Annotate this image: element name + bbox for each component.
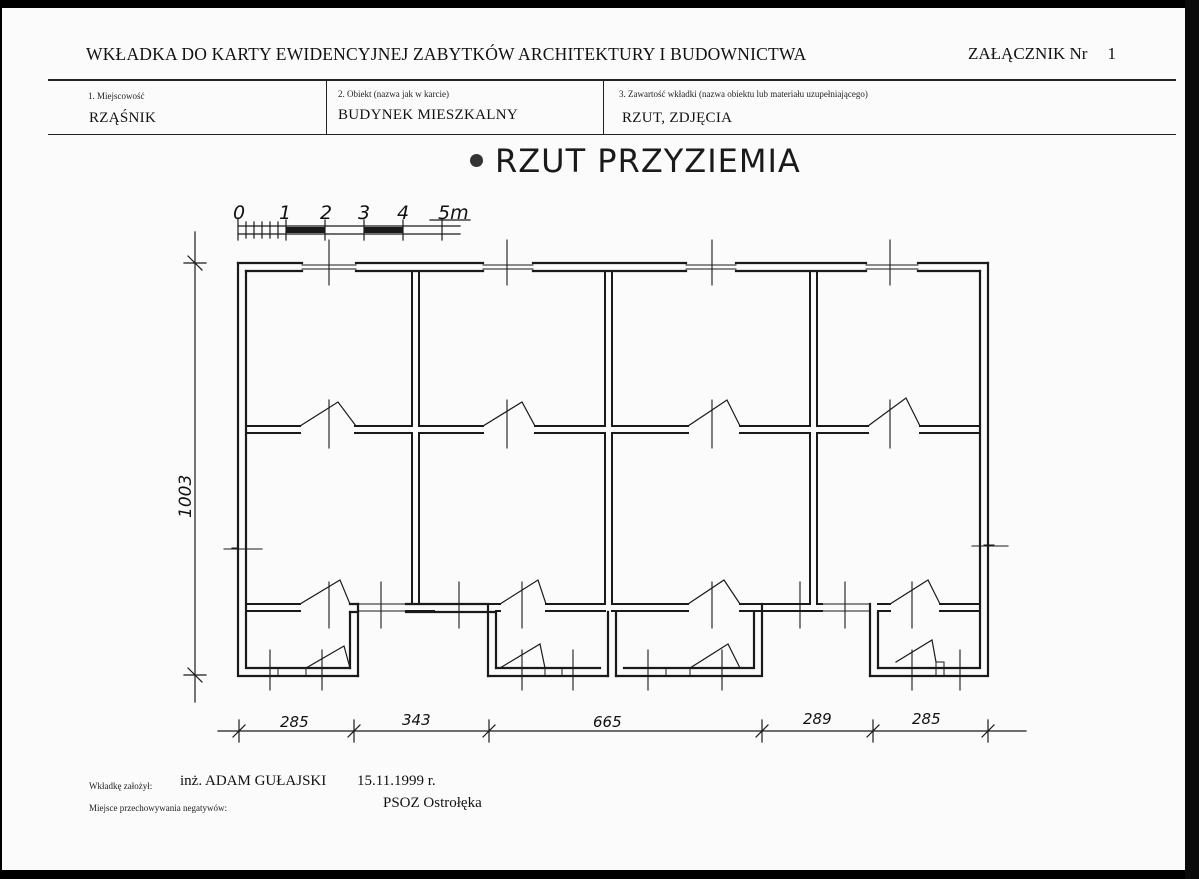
door-swings (300, 398, 940, 668)
annex-value: 1 (1107, 44, 1116, 63)
dimension-label-3: 665 (593, 713, 622, 731)
dimension-label-2: 343 (402, 711, 431, 729)
horizontal-dimension (218, 720, 1026, 742)
scale-tick-2: 2 (320, 202, 333, 224)
storage-label: Miejsce przechowywania negatywów: (89, 803, 227, 813)
contents-value: RZUT, ZDJĘCIA (622, 110, 733, 126)
form-title: WKŁADKA DO KARTY EWIDENCYJNEJ ZABYTKÓW ARCHITEKTURY I BUDOWNICTWA (86, 44, 807, 64)
vertical-dimension (184, 232, 206, 702)
scale-labels (233, 202, 469, 224)
top-windows (302, 265, 918, 269)
scale-bar-fill (286, 227, 403, 233)
scale-tick-3: 3 (358, 202, 371, 224)
drawing-title-text: RZUT PRZYZIEMIA (495, 142, 801, 180)
locality-label: 1. Miejscowość (88, 91, 145, 101)
scale-tick-5m: 5m (438, 202, 469, 224)
storage-value: PSOZ Ostrołęka (383, 795, 482, 811)
dimension-vertical-label: 1003 (176, 474, 196, 518)
dimension-label-4: 289 (803, 710, 832, 728)
author-label: Wkładkę założył: (89, 781, 153, 791)
scale-bar (238, 218, 470, 240)
contents-label: 3. Zawartość wkładki (nazwa obiektu lub materiału uzupełniającego) (619, 89, 868, 99)
author-name: inż. ADAM GUŁAJSKI (180, 773, 327, 789)
scale-tick-4: 4 (397, 202, 410, 224)
dimension-label-1: 285 (280, 713, 309, 731)
dimension-label-5: 285 (912, 710, 941, 728)
scale-tick-1: 1 (279, 202, 292, 224)
object-label: 2. Obiekt (nazwa jak w karcie) (338, 89, 449, 99)
dimension-labels (280, 710, 941, 731)
locality-value: RZĄŚNIK (89, 110, 157, 126)
scale-tick-0: 0 (233, 202, 246, 224)
annex-label: ZAŁĄCZNIK Nr (968, 44, 1088, 63)
interior-walls (246, 271, 980, 611)
object-value: BUDYNEK MIESZKALNY (338, 107, 518, 123)
author-date: 15.11.1999 r. (357, 773, 436, 789)
